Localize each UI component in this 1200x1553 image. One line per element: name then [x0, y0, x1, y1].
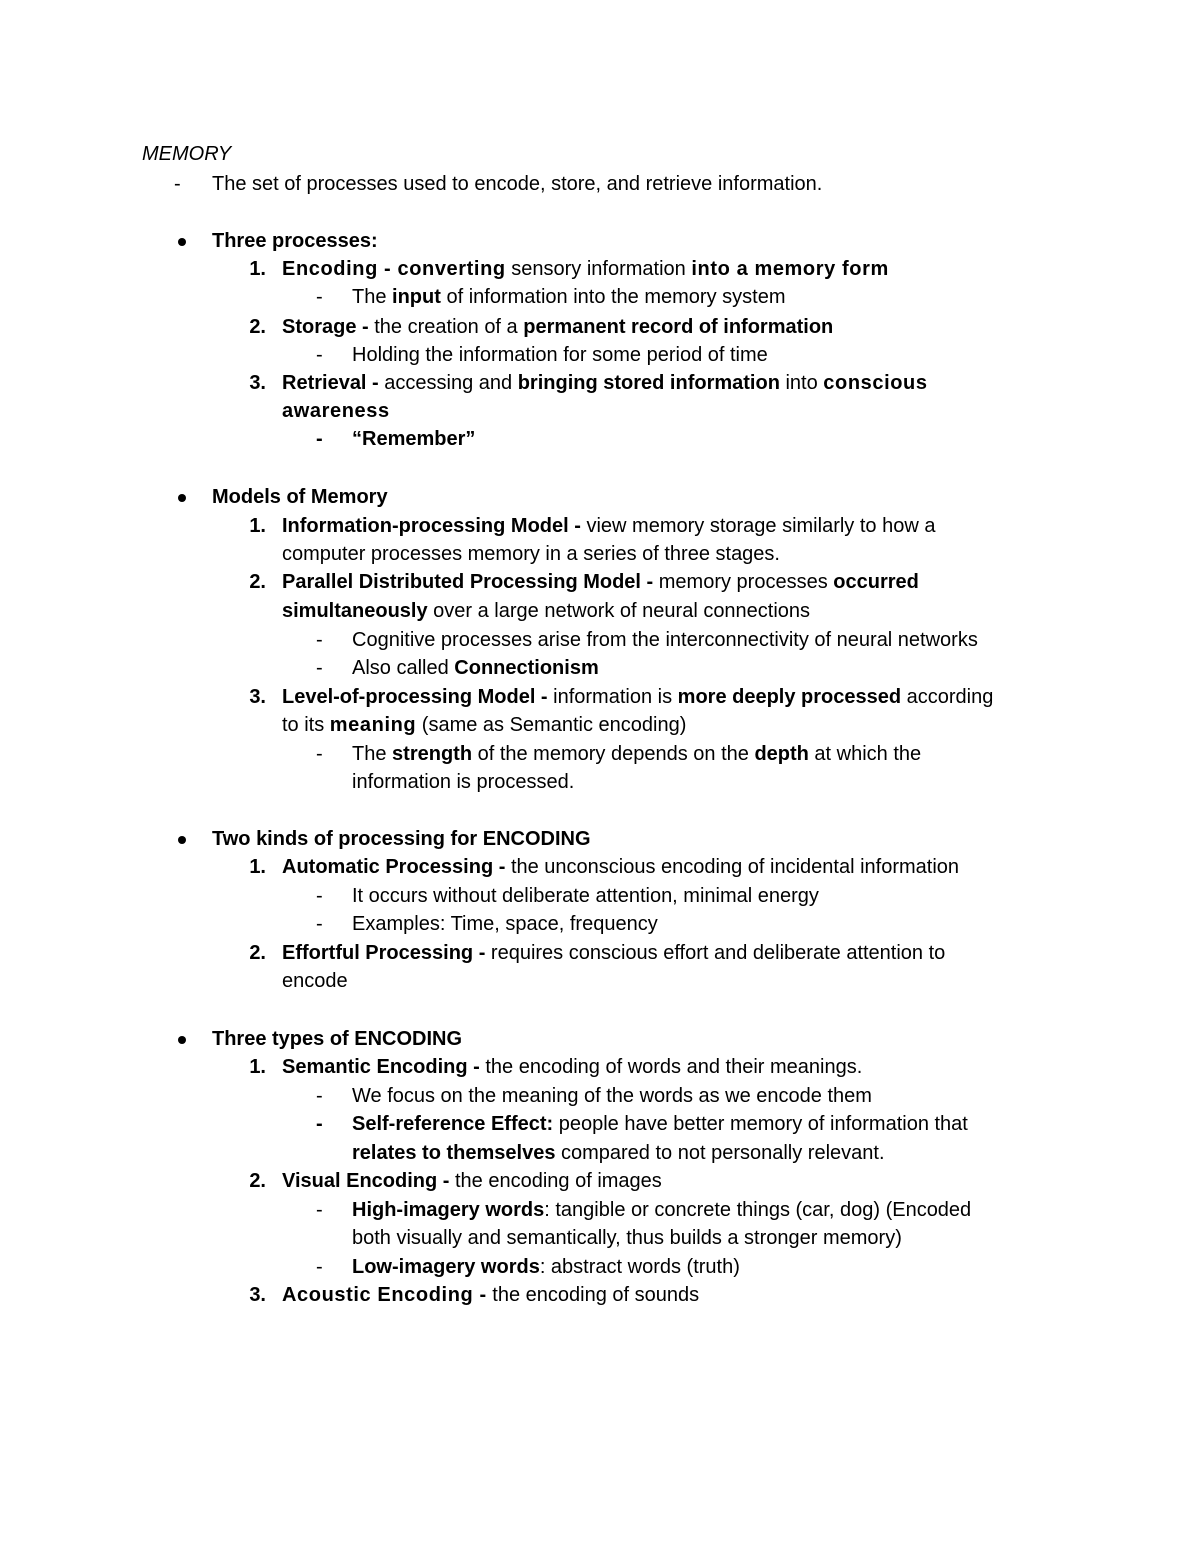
intro-text: The set of processes used to encode, store, and retrieve information.	[212, 173, 823, 195]
list-item-encoding: Encoding - converting sensory information into a memory form	[282, 258, 889, 280]
list-item-semantic: Semantic Encoding - the encoding of words and their meanings.	[282, 1056, 863, 1078]
list-item-retrieval: Retrieval - accessing and bringing stored information into conscious	[282, 372, 928, 394]
list-item-cont: simultaneously over a large network of neural connections	[282, 600, 811, 622]
sub-dash: -	[316, 286, 323, 308]
list-item-storage: Storage - the creation of a permanent record of information	[282, 316, 834, 338]
bullet-icon	[178, 1036, 186, 1044]
section-heading-three-processes: Three processes:	[212, 230, 378, 252]
sub-item-cont: information is processed.	[352, 771, 575, 793]
list-number: 2.	[249, 571, 266, 593]
list-item-visual: Visual Encoding - the encoding of images	[282, 1170, 662, 1192]
bullet-icon	[178, 836, 186, 844]
sub-dash: -	[316, 1199, 323, 1221]
sub-item: High-imagery words: tangible or concrete things (car, dog) (Encoded	[352, 1199, 972, 1221]
section-heading-models: Models of Memory	[212, 486, 388, 508]
list-item-acoustic: Acoustic Encoding - the encoding of sounds	[282, 1284, 700, 1306]
list-item-cont: to its meaning (same as Semantic encoding)	[282, 714, 687, 736]
sub-dash: -	[316, 885, 323, 907]
list-number: 3.	[249, 372, 266, 394]
list-item-cont: encode	[282, 970, 348, 992]
section-heading-two-kinds: Two kinds of processing for ENCODING	[212, 828, 591, 850]
list-number: 2.	[249, 1170, 266, 1192]
sub-dash: -	[316, 743, 323, 765]
sub-item: Low-imagery words: abstract words (truth)	[352, 1256, 740, 1278]
list-item-effortful: Effortful Processing - requires conscious effort and deliberate attention to	[282, 942, 946, 964]
bullet-icon	[178, 238, 186, 246]
section-heading-three-types: Three types of ENCODING	[212, 1028, 463, 1050]
list-item-info-processing: Information-processing Model - view memory storage similarly to how a	[282, 515, 936, 537]
document-title: MEMORY	[142, 143, 232, 165]
sub-item: Holding the information for some period of time	[352, 344, 768, 366]
list-item-levels: Level-of-processing Model - information is more deeply processed according	[282, 686, 994, 708]
sub-item: Self-reference Effect: people have better memory of information that	[352, 1113, 968, 1135]
list-number: 1.	[249, 515, 266, 537]
sub-item: It occurs without deliberate attention, minimal energy	[352, 885, 819, 907]
sub-dash: -	[316, 629, 323, 651]
list-number: 1.	[249, 1056, 266, 1078]
list-item-retrieval-cont: awareness	[282, 400, 390, 422]
list-number: 3.	[249, 1284, 266, 1306]
intro-dash: -	[174, 173, 181, 195]
sub-item: The strength of the memory depends on the depth at which the	[352, 743, 922, 765]
list-number: 2.	[249, 942, 266, 964]
sub-dash: -	[316, 1113, 323, 1135]
sub-dash: -	[316, 344, 323, 366]
sub-dash: -	[316, 657, 323, 679]
list-number: 1.	[249, 258, 266, 280]
list-item-automatic: Automatic Processing - the unconscious encoding of incidental information	[282, 856, 960, 878]
list-number: 2.	[249, 316, 266, 338]
sub-item: Cognitive processes arise from the interconnectivity of neural networks	[352, 629, 978, 651]
sub-item: We focus on the meaning of the words as we encode them	[352, 1085, 872, 1107]
sub-dash: -	[316, 913, 323, 935]
sub-item-cont: relates to themselves compared to not personally relevant.	[352, 1142, 885, 1164]
list-item-cont: computer processes memory in a series of three stages.	[282, 543, 780, 565]
bullet-icon	[178, 494, 186, 502]
sub-dash: -	[316, 428, 323, 450]
list-item-pdp: Parallel Distributed Processing Model - memory processes occurred	[282, 571, 919, 593]
sub-item: Also called Connectionism	[352, 657, 599, 679]
list-number: 3.	[249, 686, 266, 708]
sub-item: The input of information into the memory system	[352, 286, 786, 308]
sub-dash: -	[316, 1085, 323, 1107]
sub-item-cont: both visually and semantically, thus builds a stronger memory)	[352, 1227, 902, 1249]
sub-dash: -	[316, 1256, 323, 1278]
list-number: 1.	[249, 856, 266, 878]
sub-item: “Remember”	[352, 428, 476, 450]
sub-item: Examples: Time, space, frequency	[352, 913, 658, 935]
